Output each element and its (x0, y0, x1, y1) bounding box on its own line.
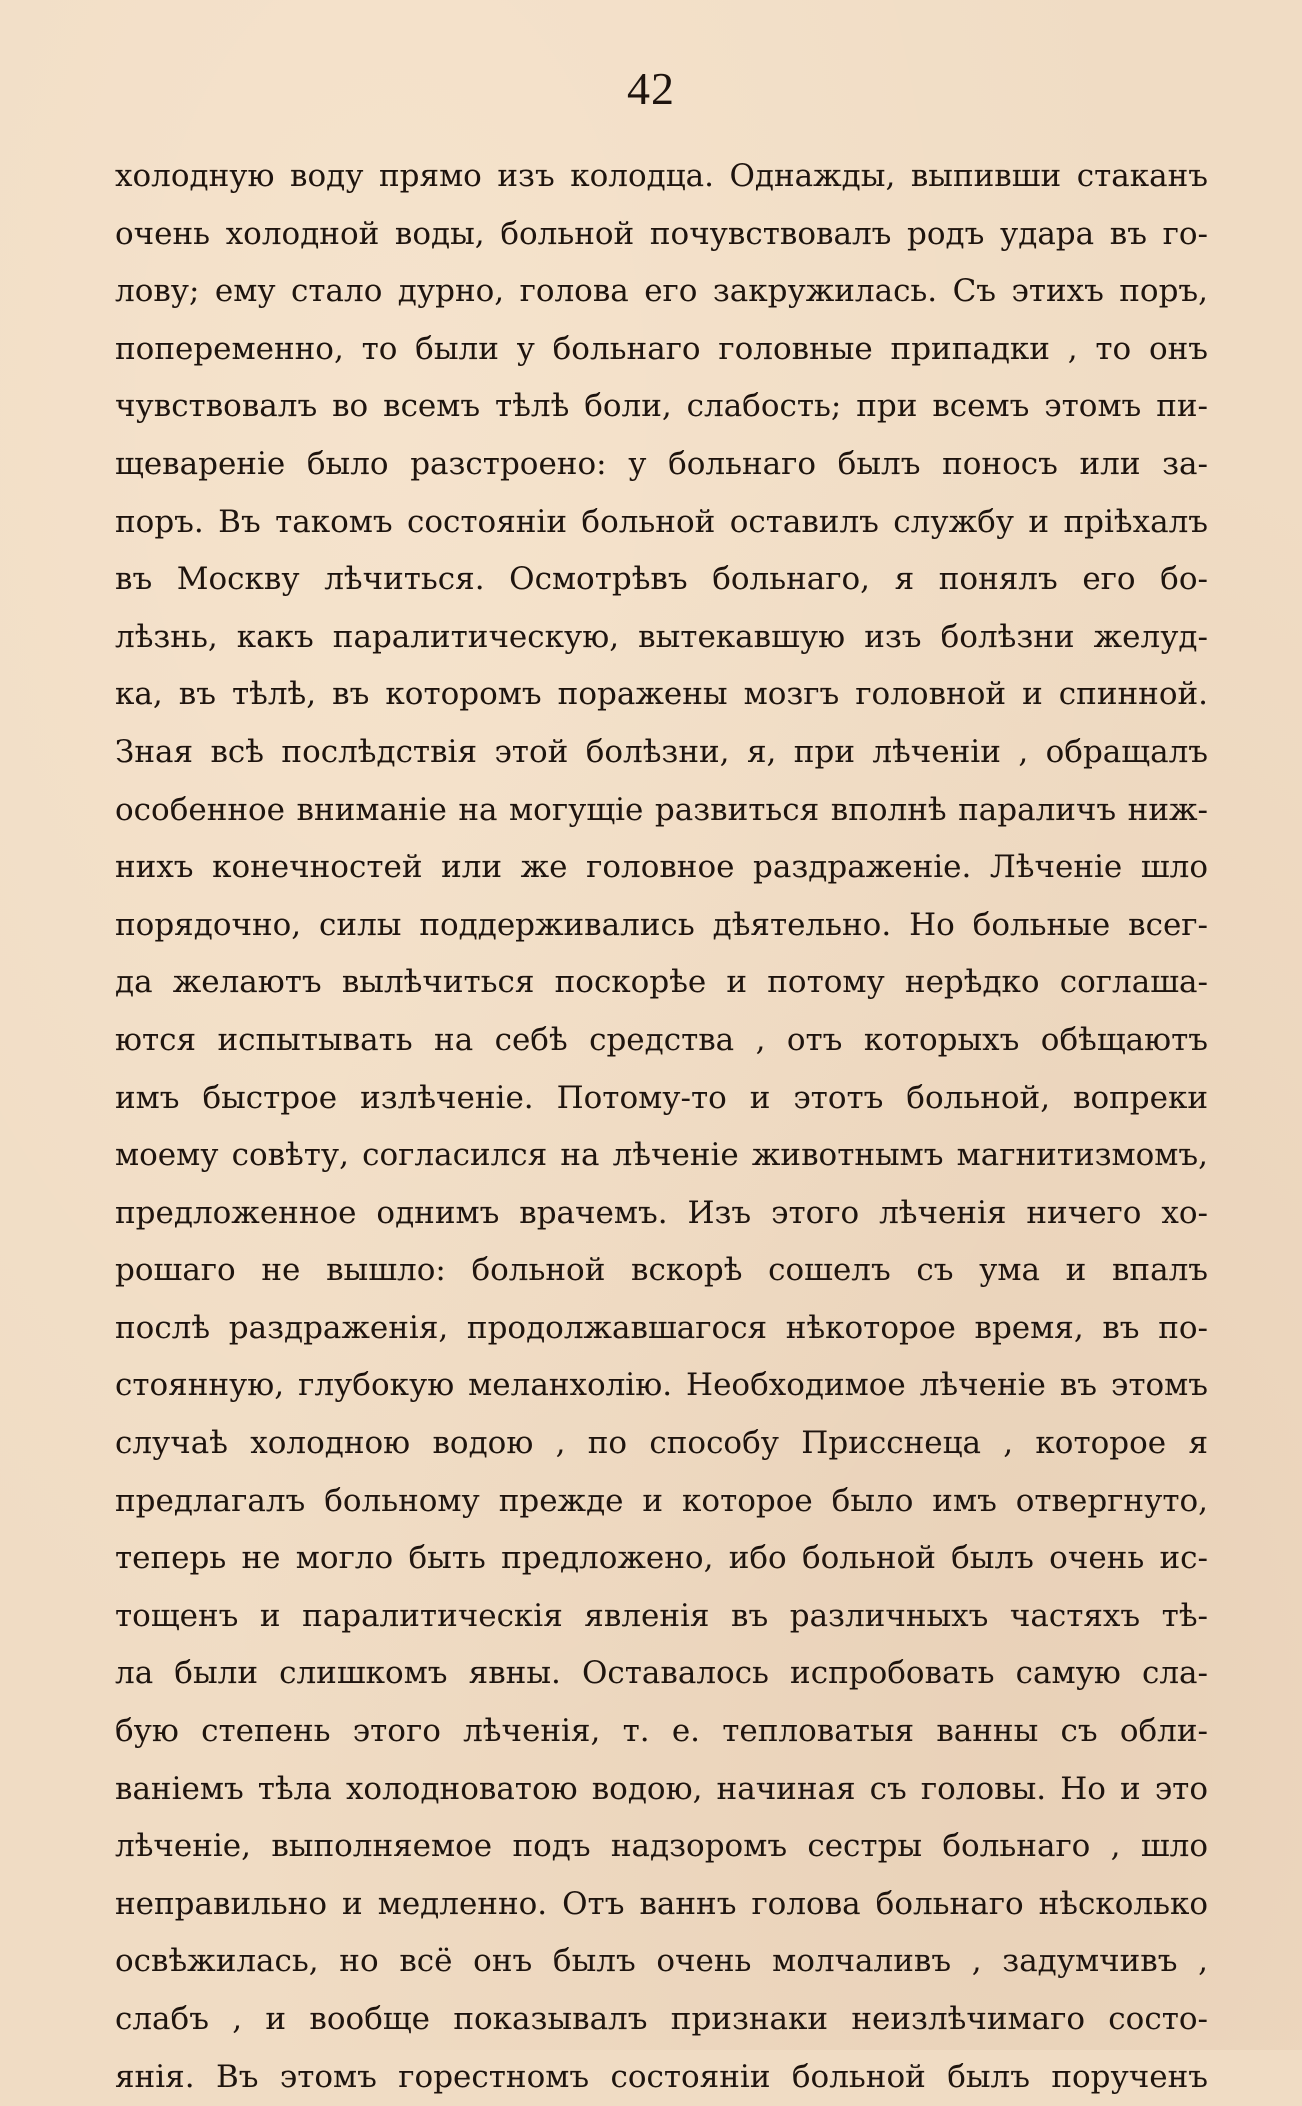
text-line: имъ быстрое излѣченіе. Потому-то и этотъ больной, вопреки (115, 1079, 1208, 1116)
text-line: освѣжилась, но всё онъ былъ очень молчаливъ , задумчивъ , (115, 1943, 1208, 1980)
text-line: янія. Въ этомъ горестномъ состояніи больной былъ порученъ (115, 2058, 1208, 2095)
text-line: особенное вниманіе на могущіе развиться вполнѣ параличъ ниж- (115, 791, 1208, 828)
text-line: лѣченіе, выполняемое подъ надзоромъ сестры больнаго , шло (115, 1828, 1208, 1865)
text-line: попеременно, то были у больнаго головные припадки , то онъ (115, 330, 1208, 367)
text-line: порядочно, силы поддерживались дѣятельно. Но больные всег- (115, 906, 1208, 943)
text-line: тощенъ и паралитическія явленія въ различныхъ частяхъ тѣ- (115, 1597, 1208, 1634)
text-line: ваніемъ тѣла холодноватою водою, начиная съ головы. Но и это (115, 1770, 1208, 1807)
text-line: случаѣ холодною водою , по способу Присснеца , которое я (115, 1425, 1208, 1462)
text-line: чувствовалъ во всемъ тѣлѣ боли, слабость; при всемъ этомъ пи- (115, 388, 1208, 425)
text-line: рошаго не вышло: больной вскорѣ сошелъ съ ума и впалъ (115, 1252, 1208, 1289)
text-line: лѣзнь, какъ паралитическую, вытекавшую изъ болѣзни желуд- (115, 618, 1208, 655)
text-line: неправильно и медленно. Отъ ваннъ голова больнаго нѣсколько (115, 1885, 1208, 1922)
text-line: теперь не могло быть предложено, ибо больной былъ очень ис- (115, 1540, 1208, 1577)
text-line: моему совѣту, согласился на лѣченіе животнымъ магнитизмомъ, (115, 1137, 1208, 1174)
body-text (115, 148, 1208, 2106)
text-line: въ Москву лѣчиться. Осмотрѣвъ больнаго, я понялъ его бо- (115, 561, 1208, 598)
page-number: 42 (627, 63, 675, 114)
text-line: очень холодной воды, больной почувствовалъ родъ удара въ го- (115, 215, 1208, 252)
text-line: предлагалъ больному прежде и которое было имъ отвергнуто, (115, 1482, 1208, 1519)
text-line: ка, въ тѣлѣ, въ которомъ поражены мозгъ головной и спинной. (115, 676, 1208, 713)
text-line: щевареніе было разстроено: у больнаго былъ поносъ или за- (115, 445, 1208, 482)
text-line: слабъ , и вообще показывалъ признаки неизлѣчимаго состо- (115, 2001, 1208, 2037)
text-line: холодную воду прямо изъ колодца. Однажды, выпивши стаканъ (115, 158, 1208, 194)
text-line: послѣ раздраженія, продолжавшагося нѣкоторое время, въ по- (115, 1309, 1208, 1346)
text-line: ла были слишкомъ явны. Оставалось испробовать самую сла- (115, 1655, 1208, 1692)
text-line: да желаютъ вылѣчиться поскорѣе и потому нерѣдко соглаша- (115, 964, 1208, 1001)
text-line: Зная всѣ послѣдствія этой болѣзни, я, при лѣченіи , обращалъ (115, 733, 1208, 770)
text-line: лову; ему стало дурно, голова его закружилась. Съ этихъ поръ, (115, 273, 1208, 310)
text-line: бую степень этого лѣченія, т. е. тепловатыя ванны съ обли- (115, 1713, 1208, 1750)
text-line: поръ. Въ такомъ состояніи больной оставилъ службу и пріѣхалъ (115, 503, 1208, 540)
text-line: нихъ конечностей или же головное раздраженіе. Лѣченіе шло (115, 849, 1208, 886)
text-line: ются испытывать на себѣ средства , отъ которыхъ обѣщаютъ (115, 1021, 1208, 1058)
text-line: предложенное однимъ врачемъ. Изъ этого лѣченія ничего хо- (115, 1194, 1208, 1231)
text-line: стоянную, глубокую меланхолію. Необходимое лѣченіе въ этомъ (115, 1367, 1208, 1404)
